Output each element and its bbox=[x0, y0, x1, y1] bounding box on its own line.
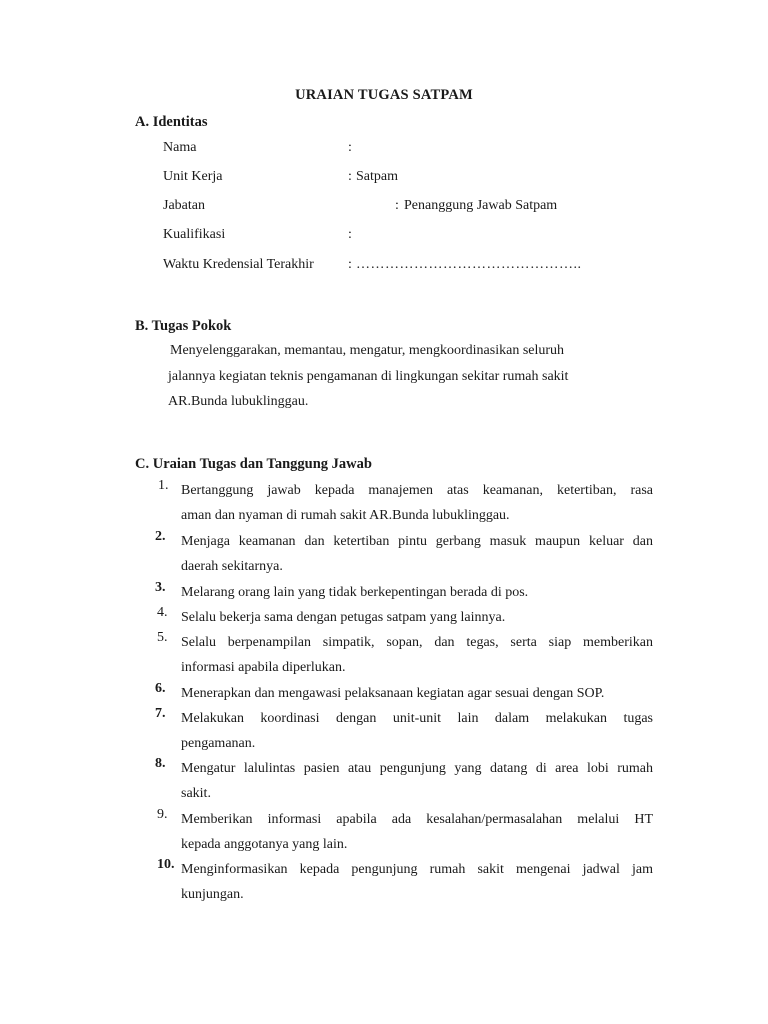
field-colon: : bbox=[348, 257, 352, 272]
field-label: Waktu Kredensial Terakhir bbox=[163, 257, 314, 272]
text-line: Mengatur lalulintas pasien atau pengunjung yang datang di area lobi rumah bbox=[181, 761, 653, 776]
text-line: informasi apabila diperlukan. bbox=[181, 660, 346, 675]
field-value-dotted: ……………………………………….. bbox=[356, 257, 582, 272]
section-c-heading: C. Uraian Tugas dan Tanggung Jawab bbox=[135, 456, 372, 472]
list-number: 6. bbox=[155, 681, 166, 696]
text-line: Memberikan informasi apabila ada kesalahan/permasalahan melalui HT bbox=[181, 812, 653, 827]
list-number: 8. bbox=[155, 756, 166, 771]
list-text bbox=[181, 630, 653, 680]
text-line: kepada anggotanya yang lain. bbox=[181, 837, 348, 852]
list-number: 3. bbox=[155, 580, 166, 595]
document-title: URAIAN TUGAS SATPAM bbox=[295, 87, 473, 103]
list-number: 4. bbox=[157, 605, 168, 620]
section-b-heading: B. Tugas Pokok bbox=[135, 318, 232, 334]
field-colon: : bbox=[395, 198, 399, 213]
field-value: Penanggung Jawab Satpam bbox=[404, 198, 558, 213]
text-line: Menginformasikan kepada pengunjung rumah sakit mengenai jadwal jam bbox=[181, 862, 653, 877]
list-text bbox=[181, 681, 653, 706]
text-line: aman dan nyaman di rumah sakit AR.Bunda lubuklinggau. bbox=[181, 508, 510, 523]
list-number: 5. bbox=[157, 630, 168, 645]
text-line: kunjungan. bbox=[181, 887, 244, 902]
text-line: Selalu berpenampilan simpatik, sopan, dan tegas, serta siap memberikan bbox=[181, 635, 653, 650]
field-label: Jabatan bbox=[163, 198, 205, 213]
text-line: daerah sekitarnya. bbox=[181, 559, 283, 574]
list-text bbox=[181, 529, 653, 579]
list-text bbox=[181, 857, 653, 907]
field-label: Nama bbox=[163, 140, 197, 155]
text-line: Menjaga keamanan dan ketertiban pintu gerbang masuk maupun keluar dan bbox=[181, 534, 653, 549]
field-colon: : bbox=[348, 169, 352, 184]
list-text bbox=[181, 605, 653, 630]
tugas-pokok-line: jalannya kegiatan teknis pengamanan di lingkungan sekitar rumah sakit bbox=[168, 369, 569, 384]
list-text bbox=[181, 807, 653, 857]
list-text bbox=[181, 706, 653, 756]
list-text bbox=[181, 478, 653, 528]
list-text bbox=[181, 580, 653, 605]
field-value: Satpam bbox=[356, 169, 398, 184]
text-line: pengamanan. bbox=[181, 736, 256, 751]
tugas-pokok-line: Menyelenggarakan, memantau, mengatur, mengkoordinasikan seluruh bbox=[170, 343, 565, 358]
field-colon: : bbox=[348, 227, 352, 242]
text-line: Selalu bekerja sama dengan petugas satpam yang lainnya. bbox=[181, 610, 506, 625]
list-text bbox=[181, 756, 653, 806]
list-number: 1. bbox=[158, 478, 169, 493]
text-line: Menerapkan dan mengawasi pelaksanaan kegiatan agar sesuai dengan SOP. bbox=[181, 686, 605, 701]
list-number: 2. bbox=[155, 529, 166, 544]
text-line: Melarang orang lain yang tidak berkepentingan berada di pos. bbox=[181, 585, 529, 600]
text-line: Bertanggung jawab kepada manajemen atas keamanan, ketertiban, rasa bbox=[181, 483, 653, 498]
text-line: Melakukan koordinasi dengan unit-unit lain dalam melakukan tugas bbox=[181, 711, 653, 726]
text-line: sakit. bbox=[181, 786, 211, 801]
tugas-pokok-line: AR.Bunda lubuklinggau. bbox=[168, 394, 309, 409]
field-label: Kualifikasi bbox=[163, 227, 226, 242]
list-number: 9. bbox=[157, 807, 168, 822]
list-number: 7. bbox=[155, 706, 166, 721]
field-colon: : bbox=[348, 140, 352, 155]
field-label: Unit Kerja bbox=[163, 169, 223, 184]
section-a-heading: A. Identitas bbox=[135, 114, 208, 130]
list-number: 10. bbox=[157, 857, 175, 872]
